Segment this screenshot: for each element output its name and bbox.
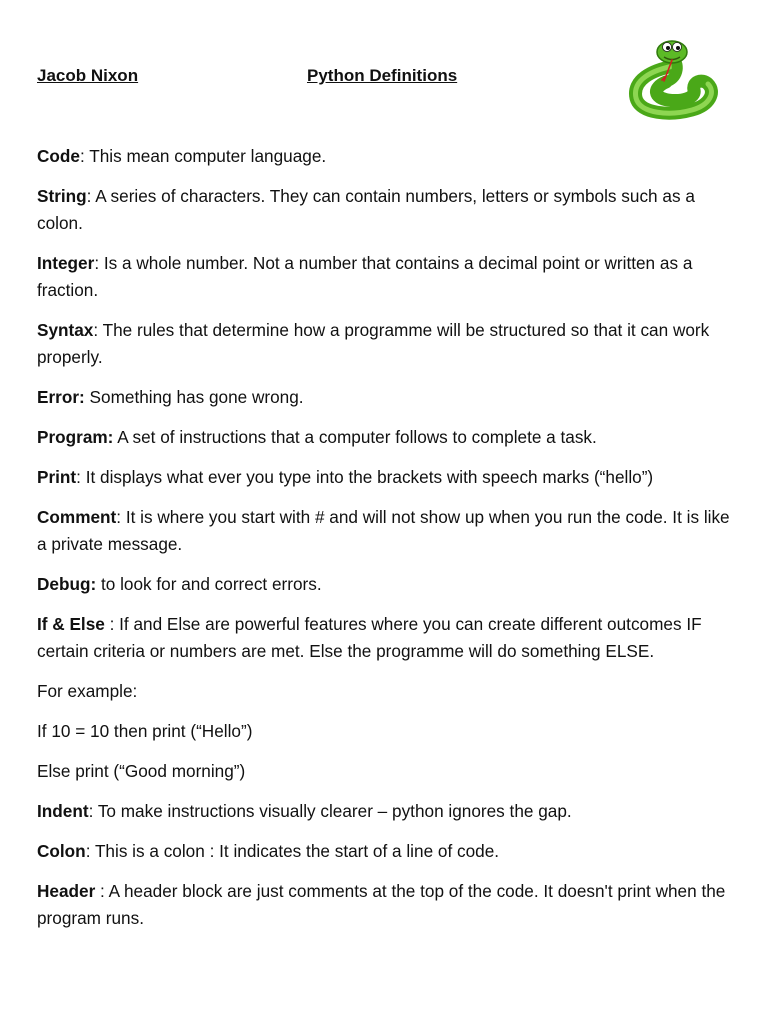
definition-term: Program:: [37, 427, 114, 447]
definition-term: If & Else: [37, 614, 105, 634]
definition-separator: :: [116, 507, 126, 527]
definition-text: This is a colon : It indicates the start of a line of code.: [94, 841, 500, 861]
definition-text: It is where you start with # and will not show up when you run the code. It is like a private message.: [37, 507, 730, 554]
definition-text: The rules that determine how a programme will be structured so that it can work properly.: [37, 320, 710, 367]
definition-term: Integer: [37, 253, 95, 273]
definition-separator: :: [86, 186, 96, 206]
definitions-body: [37, 143, 737, 945]
definition-indent: [37, 798, 737, 825]
definition-term: Comment: [37, 507, 117, 527]
definition-text: To make instructions visually clearer – python ignores the gap.: [97, 801, 572, 821]
definition-separator: :: [95, 881, 109, 901]
definition-debug: [37, 571, 737, 598]
definition-text: This mean computer language.: [89, 146, 327, 166]
definition-separator: :: [76, 467, 86, 487]
definition-term: Indent: [37, 801, 89, 821]
definition-term: Print: [37, 467, 77, 487]
definition-integer: [37, 250, 737, 304]
definition-text: It displays what ever you type into the brackets with speech marks (“hello”): [85, 467, 654, 487]
definition-text: A header block are just comments at the top of the code. It doesn't print when the program runs.: [37, 881, 726, 928]
definition-term: Syntax: [37, 320, 94, 340]
definition-term: String: [37, 186, 87, 206]
definition-separator: :: [85, 841, 95, 861]
definition-syntax: [37, 317, 737, 371]
definition-term: Colon: [37, 841, 86, 861]
definition-term: Debug:: [37, 574, 97, 594]
document-title: Python Definitions: [307, 66, 458, 85]
definition-program: [37, 424, 737, 451]
definition-separator: :: [94, 253, 104, 273]
definition-text: A series of characters. They can contain numbers, letters or symbols such as a colon.: [37, 186, 695, 233]
definition-code: [37, 143, 737, 170]
definition-colon: [37, 838, 737, 865]
definition-separator: :: [93, 320, 103, 340]
definition-header: [37, 878, 737, 932]
definition-text: to look for and correct errors.: [100, 574, 322, 594]
definition-text: If and Else are powerful features where you can create different outcomes IF certain criteria or numbers are met. Else the programme will do something ELSE.: [37, 614, 702, 661]
definition-error: [37, 384, 737, 411]
example-label: For example:: [37, 681, 138, 701]
definition-if-else: [37, 611, 737, 665]
definition-comment: [37, 504, 737, 558]
definition-separator: :: [104, 614, 120, 634]
definition-text: Something has gone wrong.: [89, 387, 304, 407]
definition-term: Header: [37, 881, 96, 901]
example-line-else: Else print (“Good morning”): [37, 761, 246, 781]
definition-text: A set of instructions that a computer follows to complete a task.: [117, 427, 597, 447]
definition-term: Error:: [37, 387, 85, 407]
definition-separator: :: [88, 801, 98, 821]
definition-print: [37, 464, 737, 491]
definition-term: Code: [37, 146, 80, 166]
python-snake-icon: [622, 36, 722, 120]
author-name: Jacob Nixon: [37, 66, 139, 85]
example-line-if: If 10 = 10 then print (“Hello”): [37, 721, 253, 741]
definition-text: Is a whole number. Not a number that contains a decimal point or written as a fraction.: [37, 253, 693, 300]
definition-string: [37, 183, 737, 237]
definition-separator: :: [79, 146, 90, 166]
